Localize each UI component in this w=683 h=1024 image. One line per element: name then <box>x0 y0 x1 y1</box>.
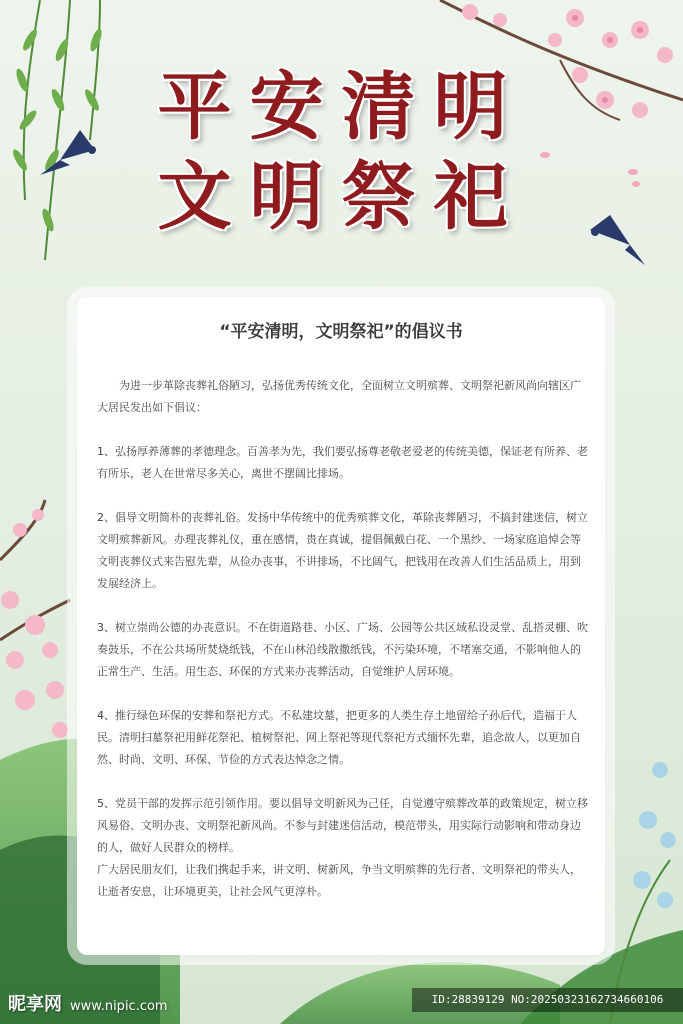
proposal-item-1: 1、弘扬厚养薄葬的孝德理念。百善孝为先，我们要弘扬尊老敬老爱老的传统美德，保证老有所养、老有所乐，老人在世常尽多关心，离世不摆阔比排场。 <box>97 445 588 480</box>
poster-title-line1: 平安清明 <box>157 64 526 150</box>
intro-paragraph: 为进一步革除丧葬礼俗陋习，弘扬优秀传统文化，全面树立文明殡葬、文明祭祀新风尚向辖区广大居民发出如下倡议： <box>97 379 581 414</box>
proposal-card <box>77 297 605 955</box>
proposal-item-3: 3、树立崇尚公德的办丧意识。不在街道路巷、小区、广场、公园等公共区域私设灵堂、乱搭灵棚、吹奏鼓乐，不在公共场所焚烧纸钱，不在山林沿线散撒纸钱，不污染环境，不堵塞交通，不影响他人的正常生产、生活。用生态、环保的方式来办丧葬活动，自觉维护人居环境。 <box>97 621 588 678</box>
watermark-brand <box>8 990 168 1016</box>
poster-title-line2: 文明祭祀 <box>157 154 526 240</box>
image-id-bar: ID:28839129 NO:20250323162734660106 <box>412 988 683 1012</box>
card-heading: “平安清明，文明祭祀”的倡议书 <box>219 322 463 342</box>
watermark-url: www.nipic.com <box>70 999 168 1014</box>
proposal-item-5: 5、党员干部的发挥示范引领作用。要以倡导文明新风为己任，自觉遵守殡葬改革的政策规定，树立移风易俗、文明办丧、文明祭祀新风尚。不参与封建迷信活动，模范带头，用实际行动影响和带动身边的人，做好人民群众的榜样。 <box>97 797 588 854</box>
closing-paragraph: 广大居民朋友们，让我们携起手来，讲文明、树新风，争当文明殡葬的先行者、文明祭祀的带头人，让逝者安息，让环境更美，让社会风气更淳朴。 <box>97 863 581 898</box>
card-body <box>97 375 589 903</box>
proposal-item-2: 2、倡导文明简朴的丧葬礼俗。发扬中华传统中的优秀殡葬文化，革除丧葬陋习，不搞封建迷信，树立文明殡葬新风。办理丧葬礼仪，重在感情，贵在真诚，提倡佩戴白花、一个黑纱、一场家庭追悼会等文明丧葬仪式来告慰先辈，从俭办丧事，不讲排场，不比阔气，把钱用在改善人们生活品质上，用到发展经济上。 <box>97 511 588 590</box>
watermark-brand-name: 昵享网 <box>8 994 62 1015</box>
proposal-item-4: 4、推行绿色环保的安葬和祭祀方式。不私建坟墓，把更多的人类生存土地留给子孙后代，造福于人民。清明扫墓祭祀用鲜花祭祀、植树祭祀、网上祭祀等现代祭祀方式缅怀先辈，追念故人，以更加自然、时尚、文明、环保、节俭的方式表达悼念之情。 <box>97 709 581 766</box>
